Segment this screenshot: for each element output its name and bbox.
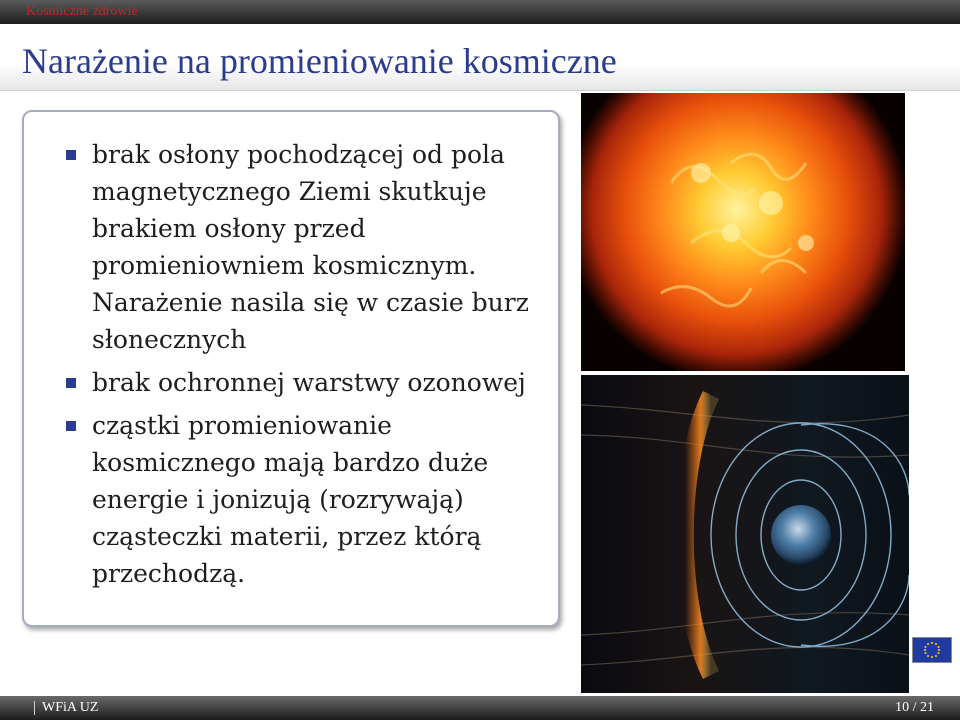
image-column [581,93,909,693]
headline-bar [0,0,960,24]
list-item-text: cząstki promieniowanie kosmicznego mają bardzo duże energie i jonizują (rozrywają) cząsteczki materii, przez którą przechodzą. [92,411,489,588]
section-title[interactable]: Kosmiczne zdrowie [26,4,138,19]
footer-divider [34,701,35,715]
content-box [22,110,560,627]
eu-flag-icon [912,637,952,663]
footer-institution[interactable]: WFiA UZ [42,700,99,715]
bullet-square-icon [66,378,76,388]
sun-flare-icon [581,93,905,371]
list-item [64,407,534,592]
sun-image [581,93,905,371]
list-item-text: brak ochronnej warstwy ozonowej [92,368,526,397]
list-item [64,136,534,358]
page-title: Narażenie na promieniowanie kosmiczne [22,41,617,81]
bullet-square-icon [66,150,76,160]
frame-title-bar [0,24,960,91]
list-item [64,364,534,401]
list-item-text: brak osłony pochodzącej od pola magnetycznego Ziemi skutkuje brakiem osłony przed promieniowniem kosmicznym. Narażenie nasila się w czasie burz słonecznych [92,140,529,354]
bullet-list [64,136,534,598]
magnetosphere-image [581,375,909,693]
page-number: 10 / 21 [895,700,934,715]
footer-bar [0,696,960,720]
bullet-square-icon [66,421,76,431]
magnetic-field-icon [581,375,909,693]
